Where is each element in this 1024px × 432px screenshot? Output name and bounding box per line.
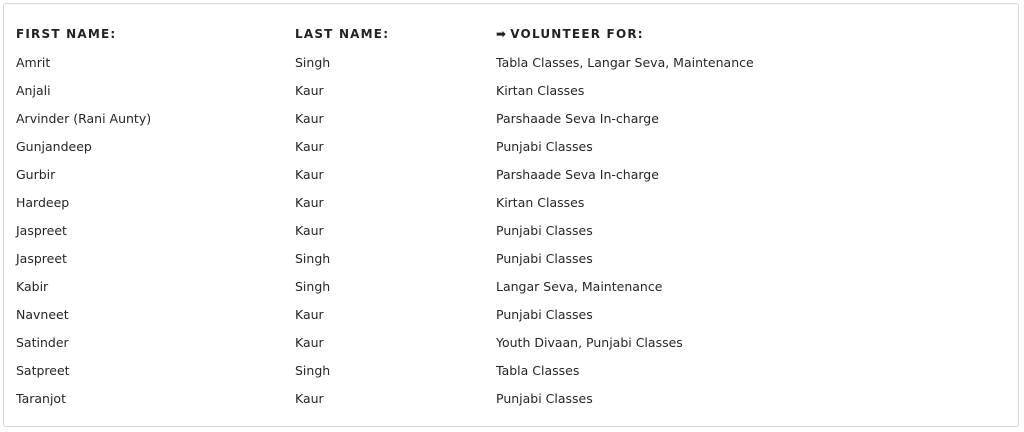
last-name-cell: Kaur <box>295 390 324 406</box>
table-row <box>16 300 996 328</box>
volunteer-cell: Punjabi Classes <box>496 390 593 406</box>
first-name-cell: Anjali <box>16 82 51 98</box>
first-name-cell: Amrit <box>16 54 51 70</box>
table-row <box>16 188 996 216</box>
first-name-cell: Satinder <box>16 334 69 350</box>
table-row <box>16 244 996 272</box>
last-name-cell: Singh <box>295 278 331 294</box>
last-name-cell: Kaur <box>295 138 324 154</box>
first-name-cell: Gurbir <box>16 166 56 182</box>
volunteer-cell: Tabla Classes <box>496 362 580 378</box>
first-name-cell: Arvinder (Rani Aunty) <box>16 110 152 126</box>
table-row <box>16 160 996 188</box>
volunteer-cell: Kirtan Classes <box>496 82 585 98</box>
first-name-cell: Jaspreet <box>16 250 67 266</box>
first-name-cell: Taranjot <box>16 390 66 406</box>
table-row <box>16 216 996 244</box>
table-row <box>16 384 996 412</box>
last-name-cell: Singh <box>295 250 331 266</box>
right-arrow-icon: ➡ <box>496 27 508 41</box>
first-name-header: FIRST NAME: <box>16 27 117 41</box>
first-name-cell: Gunjandeep <box>16 138 92 154</box>
last-name-cell: Kaur <box>295 194 324 210</box>
volunteer-cell: Parshaade Seva In-charge <box>496 166 659 182</box>
last-name-header: LAST NAME: <box>295 27 390 41</box>
last-name-cell: Kaur <box>295 110 324 126</box>
first-name-cell: Jaspreet <box>16 222 67 238</box>
first-name-cell: Kabir <box>16 278 49 294</box>
last-name-cell: Kaur <box>295 82 324 98</box>
volunteer-cell: Kirtan Classes <box>496 194 585 210</box>
last-name-cell: Kaur <box>295 334 324 350</box>
first-name-cell: Satpreet <box>16 362 70 378</box>
table-row <box>16 76 996 104</box>
volunteer-cell: Punjabi Classes <box>496 138 593 154</box>
volunteer-cell: Youth Divaan, Punjabi Classes <box>496 334 683 350</box>
table-row <box>16 104 996 132</box>
volunteer-cell: Langar Seva, Maintenance <box>496 278 663 294</box>
last-name-cell: Singh <box>295 54 331 70</box>
table-row <box>16 328 996 356</box>
first-name-cell: Hardeep <box>16 194 70 210</box>
last-name-cell: Singh <box>295 362 331 378</box>
volunteer-cell: Punjabi Classes <box>496 306 593 322</box>
volunteer-table <box>16 20 996 412</box>
table-row <box>16 272 996 300</box>
volunteer-cell: Punjabi Classes <box>496 250 593 266</box>
volunteer-for-label: VOLUNTEER FOR: <box>510 27 644 41</box>
first-name-cell: Navneet <box>16 306 69 322</box>
last-name-cell: Kaur <box>295 166 324 182</box>
last-name-cell: Kaur <box>295 306 324 322</box>
table-row <box>16 356 996 384</box>
volunteer-for-header <box>496 20 996 48</box>
volunteer-table-card <box>3 3 1019 427</box>
volunteer-cell: Punjabi Classes <box>496 222 593 238</box>
last-name-cell: Kaur <box>295 222 324 238</box>
table-row <box>16 132 996 160</box>
volunteer-cell: Tabla Classes, Langar Seva, Maintenance <box>496 54 754 70</box>
header-row <box>16 20 996 48</box>
table-row <box>16 48 996 76</box>
volunteer-cell: Parshaade Seva In-charge <box>496 110 659 126</box>
